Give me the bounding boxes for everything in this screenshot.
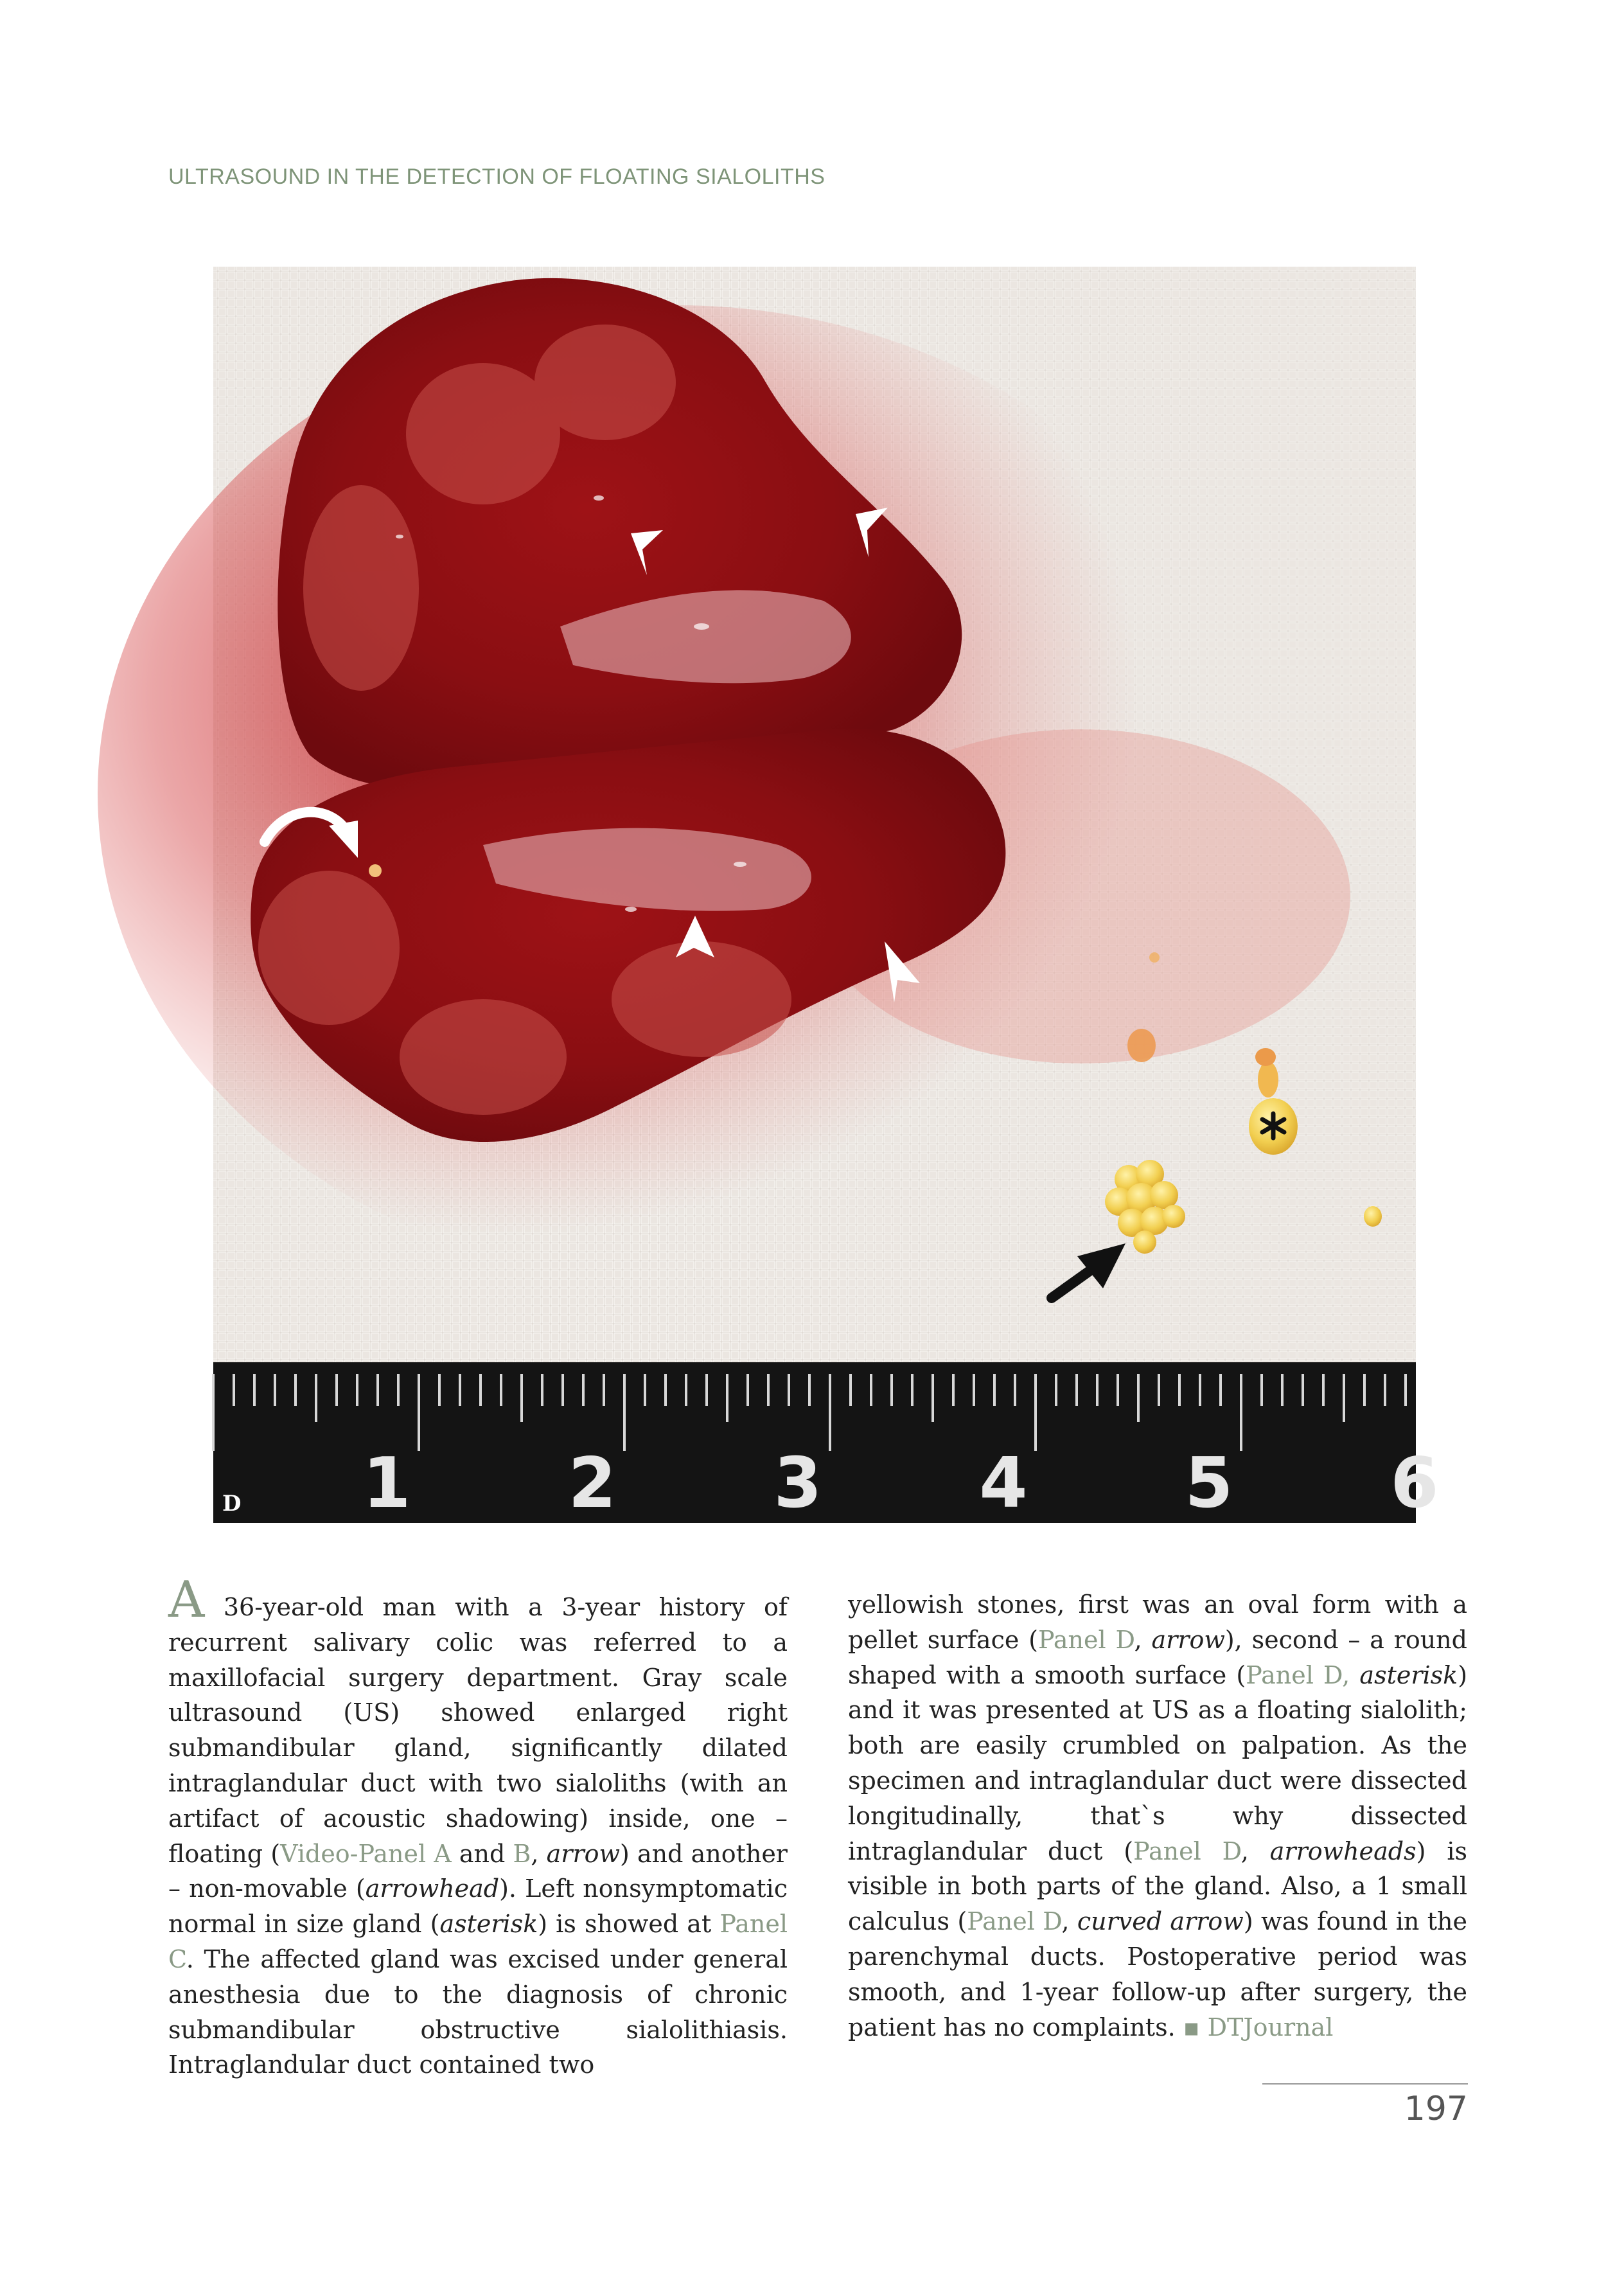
text-run-split: . The affected gland was excised under general anesthesia due to the diagnosis of chronic submandibular obstructive sialolithiasis. Intraglandular duct contained two — [168, 1944, 788, 2079]
text-run: ), second – a round shaped with a smooth surface ( — [848, 1625, 1467, 1689]
text-run: , — [1061, 1907, 1077, 1936]
text-run: 36-year-old man with a 3-year history of recurrent salivary colic was referred to a maxillofacial surgery department. Gray scale ultrasound (US) showed enlarged right submandibular gland, significantly dilated intraglandular duct with two sialoliths (with an artifact of acoustic shadowing) inside, one – floating ( — [168, 1593, 788, 1868]
panel-label: D — [222, 1491, 242, 1516]
text-run: ). Left nonsymptomatic normal in size gland ( — [168, 1874, 788, 1939]
running-head: ULTRASOUND IN THE DETECTION OF FLOATING SIALOLITHS — [168, 164, 825, 189]
footer-divider — [1262, 2083, 1468, 2085]
drop-cap: A — [168, 1571, 205, 1629]
text-run: , — [1134, 1625, 1152, 1654]
italic-term: asterisk — [1359, 1660, 1458, 1689]
text-run: , — [531, 1839, 547, 1868]
ruler — [213, 1362, 1439, 1524]
text-run: ) is showed at — [538, 1910, 720, 1939]
italic-term: arrow — [1151, 1625, 1225, 1654]
page-number: 197 — [1404, 2090, 1468, 2128]
link-panel-c[interactable]: Panel C — [168, 1910, 788, 1973]
body-text-left-column — [168, 1571, 788, 2083]
specimen-photo — [213, 267, 1439, 1524]
italic-term: arrow — [546, 1839, 621, 1868]
italic-term: arrowheads — [1269, 1836, 1417, 1865]
end-mark-icon: ▪ — [1183, 2013, 1200, 2041]
link-panel-d[interactable]: Panel D — [1037, 1625, 1134, 1654]
body-text-right-column — [848, 1587, 1467, 2045]
link-panel-d[interactable]: Panel D, — [1246, 1660, 1360, 1689]
text-run: ) is visible in both parts of the gland. Also, a 1 small calculus ( — [848, 1836, 1467, 1936]
italic-term: asterisk — [439, 1910, 538, 1939]
body-paragraph — [168, 1571, 788, 2083]
ruler-number: 6 — [1390, 1443, 1439, 1524]
text-run-continued: yellowish stones, first was an oval form with a pellet surface ( — [848, 1590, 1467, 1654]
figure-panel-d — [213, 267, 1439, 1524]
text-run: ) was found in the parenchymal ducts. Postoperative period was smooth, and 1-year follow-up after surgery, the patient has no complaints. — [848, 1907, 1467, 2041]
body-paragraph-continued — [848, 1587, 1467, 2045]
ruler-number: 4 — [979, 1443, 1028, 1524]
text-run: ) and it was presented at US as a floating sialolith; both are easily crumbled on palpation. As the specimen and intraglandular duct were dissected longitudinally, that`s why dissected intraglandular duct ( — [848, 1660, 1468, 1865]
link-video-panel-a[interactable]: Video-Panel A — [280, 1839, 452, 1868]
link-panel-d[interactable]: Panel D — [967, 1907, 1062, 1936]
italic-term: arrowhead — [365, 1874, 500, 1903]
text-run: ) and another – non-movable ( — [168, 1839, 788, 1903]
link-panel-d[interactable]: Panel D — [1133, 1836, 1241, 1865]
ruler-number: 2 — [568, 1443, 617, 1524]
text-run: , — [1240, 1836, 1270, 1865]
link-panel-b[interactable]: B — [513, 1839, 531, 1868]
text-run: and — [451, 1839, 513, 1868]
small-calculus — [369, 864, 382, 877]
ruler-number: 1 — [362, 1443, 411, 1524]
ruler-number: 3 — [773, 1443, 822, 1524]
ruler-number: 5 — [1185, 1443, 1233, 1524]
italic-term: curved arrow — [1077, 1907, 1244, 1936]
journal-name: DTJournal — [1199, 2013, 1334, 2041]
